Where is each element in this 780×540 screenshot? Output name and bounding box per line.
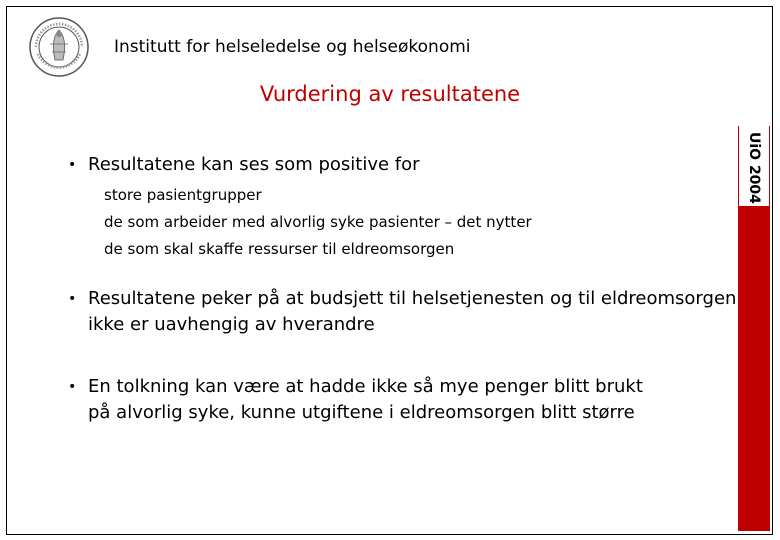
sub-list (104, 182, 532, 263)
bullet-item (68, 374, 648, 426)
side-tag (738, 126, 770, 531)
bullet-text: Resultatene peker på at budsjett til helsetjenesten og til eldreomsorgen ikke er uavhengig av hverandre (88, 288, 737, 335)
bullet-item (68, 152, 738, 178)
bullet-item (68, 286, 738, 338)
institute-name: Institutt for helseledelse og helseøkonomi (114, 37, 471, 57)
slide-title: Vurdering av resultatene (259, 82, 521, 106)
side-tag-label: UiO 2004 (739, 126, 769, 206)
sub-list-item: store pasientgrupper (104, 186, 262, 204)
bullet-dot-icon: • (68, 379, 77, 395)
bullet-dot-icon: • (68, 157, 77, 173)
bullet-dot-icon: • (68, 291, 77, 307)
bullet-text: En tolkning kan være at hadde ikke så mye penger blitt brukt på alvorlig syke, kunne utgiftene i eldreomsorgen blitt større (88, 376, 643, 423)
sub-list-item: de som arbeider med alvorlig syke pasienter – det nytter (104, 213, 532, 231)
sub-list-item: de som skal skaffe ressurser til eldreomsorgen (104, 240, 455, 258)
university-seal-icon (28, 16, 90, 78)
bullet-text: Resultatene kan ses som positive for (88, 154, 420, 175)
